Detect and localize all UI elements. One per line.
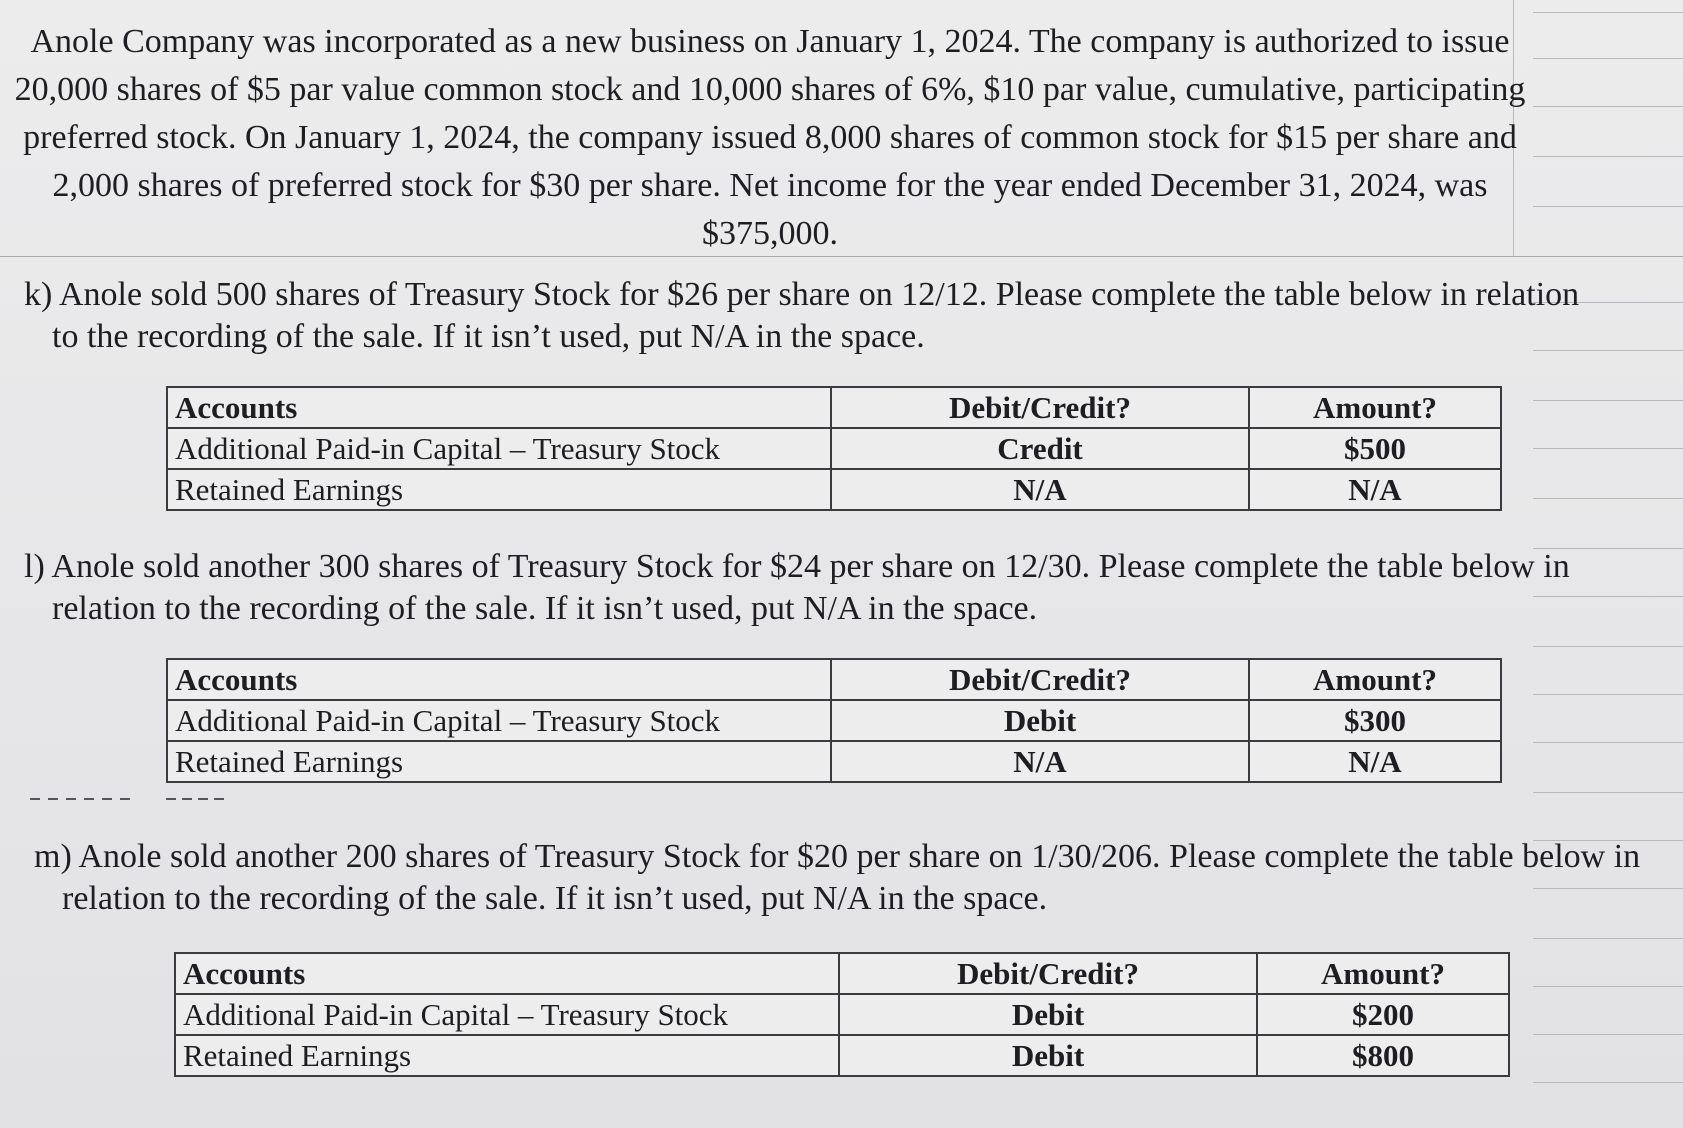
header-amount: Amount? [1249, 387, 1501, 428]
header-debit-credit: Debit/Credit? [831, 659, 1249, 700]
amount-cell[interactable]: $300 [1249, 700, 1501, 741]
header-accounts: Accounts [167, 659, 831, 700]
dashed-mark [166, 798, 230, 800]
header-debit-credit: Debit/Credit? [839, 953, 1257, 994]
amount-cell[interactable]: $800 [1257, 1035, 1509, 1076]
header-amount: Amount? [1249, 659, 1501, 700]
debit-credit-cell[interactable]: N/A [831, 469, 1249, 510]
account-cell: Retained Earnings [167, 741, 831, 782]
question-m-table [174, 952, 1510, 1077]
table-row [167, 469, 1501, 510]
account-cell: Additional Paid-in Capital – Treasury Stock [175, 994, 839, 1035]
header-amount: Amount? [1257, 953, 1509, 994]
table-row [175, 994, 1509, 1035]
debit-credit-cell[interactable]: Credit [831, 428, 1249, 469]
amount-cell[interactable]: N/A [1249, 469, 1501, 510]
amount-cell[interactable]: $500 [1249, 428, 1501, 469]
table-row [167, 428, 1501, 469]
question-k-text: k) Anole sold 500 shares of Treasury Stock for $26 per share on 12/12. Please complete the table below in relation to the recording of the sale. If it isn’t used, put N/A in the space. [24, 276, 1580, 355]
problem-intro: Anole Company was incorporated as a new business on January 1, 2024. The company is authorized to issue 20,000 shares of $5 par value common stock and 10,000 shares of 6%, $10 par value, cumulative, participating preferred stock. On January 1, 2024, the company issued 8,000 shares of common stock for $15 per share and 2,000 shares of preferred stock for $30 per share. Net income for the year ended December 31, 2024, was $375,000. [14, 23, 1526, 252]
question-l-text: l) Anole sold another 300 shares of Treasury Stock for $24 per share on 12/30. Please complete the table below in relation to the recording of the sale. If it isn’t used, put N/A in the space. [24, 548, 1570, 627]
header-accounts: Accounts [167, 387, 831, 428]
account-cell: Additional Paid-in Capital – Treasury Stock [167, 428, 831, 469]
table-header-row [175, 953, 1509, 994]
amount-cell[interactable]: N/A [1249, 741, 1501, 782]
table-header-row [167, 387, 1501, 428]
table-row [167, 741, 1501, 782]
account-cell: Retained Earnings [175, 1035, 839, 1076]
table-row [175, 1035, 1509, 1076]
question-m-text: m) Anole sold another 200 shares of Treasury Stock for $20 per share on 1/30/206. Please complete the table below in relation to the recording of the sale. If it isn’t used, put N/A in the space. [34, 838, 1641, 917]
question-k-table [166, 386, 1502, 511]
table-row [167, 700, 1501, 741]
table-header-row [167, 659, 1501, 700]
account-cell: Retained Earnings [167, 469, 831, 510]
question-l-table [166, 658, 1502, 783]
debit-credit-cell[interactable]: N/A [831, 741, 1249, 782]
account-cell: Additional Paid-in Capital – Treasury Stock [167, 700, 831, 741]
debit-credit-cell[interactable]: Debit [839, 994, 1257, 1035]
section-divider [0, 256, 1683, 257]
header-debit-credit: Debit/Credit? [831, 387, 1249, 428]
dashed-mark [30, 798, 130, 800]
debit-credit-cell[interactable]: Debit [839, 1035, 1257, 1076]
header-accounts: Accounts [175, 953, 839, 994]
debit-credit-cell[interactable]: Debit [831, 700, 1249, 741]
amount-cell[interactable]: $200 [1257, 994, 1509, 1035]
